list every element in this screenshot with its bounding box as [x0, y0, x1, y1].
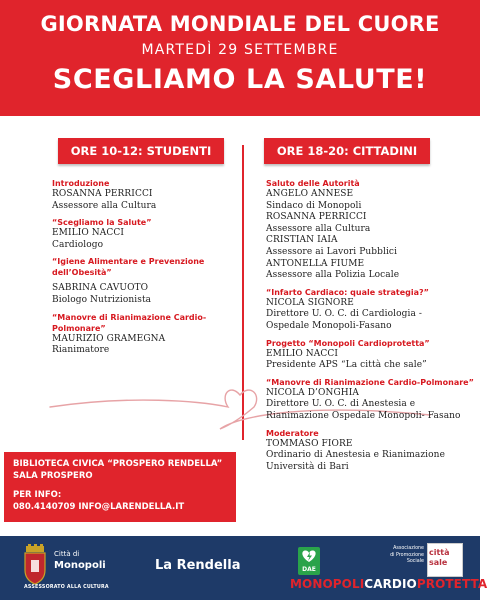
association-text [362, 546, 424, 566]
citizens-program [266, 178, 478, 473]
speaker-role: Cardiologo [52, 239, 104, 250]
program-section [52, 178, 240, 212]
speaker-name: SABRINA CAVUOTO [52, 283, 149, 294]
program-section [266, 178, 478, 282]
mcp-part: CARDIO [364, 577, 417, 591]
speaker-name: EMILIO NACCI [266, 348, 339, 359]
la-rendella-logo: La Rendella [155, 558, 241, 573]
speaker-name: ANTONELLA FIUME [266, 258, 365, 269]
speaker-name: EMILIO NACCI [52, 228, 125, 239]
speaker-role: Sindaco di Monopoli [266, 200, 362, 211]
info-label: PER INFO: [13, 490, 62, 500]
contact-details: 080.4140709 INFO@LARENDELLA.IT [13, 502, 185, 512]
speaker-name: ROSANNA PERRICCI [266, 212, 367, 223]
section-title: Introduzione [52, 179, 110, 188]
section-title: “Manovre di Rianimazione Cardio-Polmonare” [266, 377, 474, 387]
speaker-role: Università di Bari [266, 461, 349, 472]
section-title: “Infarto Cardiaco: quale strategia?” [266, 287, 429, 297]
speaker-role: Direttore U. O. C. di Anestesia e [266, 399, 416, 410]
program-section [266, 377, 478, 423]
citta-sale-word: sale [429, 558, 448, 567]
speaker-role: Assessore ai Lavori Pubblici [266, 246, 398, 257]
program-section [52, 312, 240, 357]
venue-room: SALA PROSPERO [13, 471, 93, 481]
mcp-part: MONOPOLI [290, 577, 365, 591]
city-crest-icon [20, 544, 50, 590]
speaker-name: CRISTIAN IAIA [266, 235, 338, 246]
speaker-role: Rianimazione Ospedale Monopoli- Fasano [266, 410, 461, 421]
citizens-session-heading: ORE 18-20: CITTADINI [264, 138, 430, 164]
mcp-part: PROTETTA [416, 577, 487, 591]
dae-label: DAE [302, 566, 316, 573]
section-title: “Manovre di Rianimazione Cardio-Polmonare” [52, 312, 207, 333]
city-label: Città di [54, 550, 80, 558]
association-line: Associazione [393, 546, 424, 551]
event-slogan: SCEGLIAMO LA SALUTE! [52, 64, 428, 95]
speaker-role: Presidente APS “La città che sale” [266, 360, 427, 371]
students-program [52, 178, 240, 357]
program-section [266, 338, 478, 372]
program-section [266, 428, 478, 474]
students-session-heading: ORE 10-12: STUDENTI [58, 138, 224, 164]
header-banner [0, 0, 480, 116]
program-section [266, 287, 478, 333]
program-section [52, 256, 240, 306]
section-title: Saluto delle Autorità [266, 179, 360, 188]
speaker-role: Assessore alla Polizia Locale [266, 270, 400, 281]
city-department: ASSESSORATO ALLA CULTURA [24, 585, 109, 590]
speaker-role: Biologo Nutrizionista [52, 294, 152, 305]
speaker-role: Rianimatore [52, 345, 110, 356]
speaker-name: NICOLA SIGNORE [266, 297, 354, 308]
speaker-role: Ospedale Monopoli-Fasano [266, 320, 392, 331]
city-name: Monopoli [54, 560, 106, 571]
program-section [52, 217, 240, 251]
speaker-name: ANGELO ANNESE [266, 189, 354, 199]
venue-info-box [4, 452, 236, 522]
speaker-name: TOMMASO FIORE [266, 438, 353, 449]
section-title: “Scegliamo la Salute” [52, 218, 152, 228]
speaker-role: Assessore alla Cultura [266, 223, 371, 234]
citta-sale-word: città [429, 548, 450, 557]
section-title: Moderatore [266, 428, 319, 438]
speaker-name: NICOLA D’ONGHIA [266, 387, 359, 398]
speaker-role: Ordinario di Anestesia e Rianimazione [266, 450, 445, 461]
monopoli-cardioprotetta-logo [290, 577, 487, 591]
event-title: GIORNATA MONDIALE DEL CUORE [40, 12, 440, 36]
venue-name: BIBLIOTECA CIVICA “PROSPERO RENDELLA” [13, 459, 223, 469]
speaker-name: MAURIZIO GRAMEGNA [52, 333, 166, 344]
association-line: Sociale [406, 559, 424, 564]
speaker-role: Assessore alla Cultura [52, 200, 157, 211]
event-date: MARTEDÌ 29 SETTEMBRE [141, 42, 339, 58]
heart-bolt-icon [298, 547, 320, 565]
speaker-role: Direttore U. O. C. di Cardiologia - [266, 309, 423, 320]
section-title: Progetto “Monopoli Cardioprotetta” [266, 338, 430, 348]
association-line: di Promozione [390, 552, 424, 558]
section-title: “Igiene Alimentare e Prevenzione dell’Obesità” [52, 257, 205, 278]
speaker-name: ROSANNA PERRICCI [52, 189, 153, 199]
